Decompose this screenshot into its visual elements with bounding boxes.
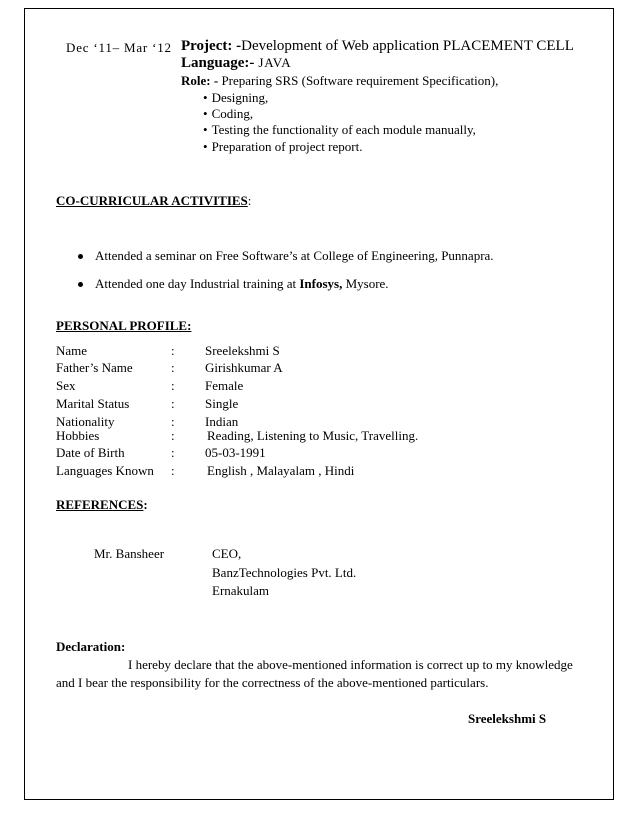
item2-bold: Infosys, xyxy=(299,276,343,291)
profile-value: Single xyxy=(205,396,239,411)
co-curricular-heading xyxy=(56,193,251,209)
role-item: • Preparation of project report. xyxy=(203,139,362,155)
reference-name: Mr. Bansheer xyxy=(94,546,165,561)
co-curricular-heading-suffix: : xyxy=(247,193,252,208)
profile-value: Indian xyxy=(205,414,239,429)
profile-label: Date of Birth xyxy=(56,445,125,460)
bullet-icon xyxy=(78,282,83,287)
personal-profile-heading: PERSONAL PROFILE: xyxy=(56,318,192,333)
profile-sep: : xyxy=(171,463,175,478)
profile-sep: : xyxy=(171,360,175,375)
profile-value: English , Malayalam , Hindi xyxy=(207,463,355,478)
reference-line: Ernakulam xyxy=(212,583,270,598)
role-item: • Testing the functionality of each module manually, xyxy=(203,122,476,138)
signature-name: Sreelekshmi S xyxy=(468,711,547,726)
profile-label: Hobbies xyxy=(56,428,100,443)
references-heading-suffix: : xyxy=(143,497,148,512)
project-dates: Dec ‘11– Mar ‘12 xyxy=(66,40,172,55)
reference-line: BanzTechnologies Pvt. Ltd. xyxy=(212,565,357,580)
declaration-heading: Declaration: xyxy=(56,639,126,654)
profile-label: Father’s Name xyxy=(56,360,133,375)
role-value: Preparing SRS (Software requirement Specification), xyxy=(218,73,499,88)
project-role xyxy=(181,73,498,89)
profile-value: 05-03-1991 xyxy=(205,445,266,460)
profile-value: Female xyxy=(205,378,244,393)
language-label: Language:- xyxy=(181,55,255,71)
bullet-icon xyxy=(78,254,83,259)
reference-line: CEO, xyxy=(212,546,242,561)
profile-sep: : xyxy=(171,428,175,443)
profile-label: Nationality xyxy=(56,414,115,429)
profile-sep: : xyxy=(171,396,175,411)
project-title-text: Development of Web application PLACEMENT CELL xyxy=(241,38,574,54)
project-title xyxy=(181,38,574,55)
references-heading-text: REFERENCES xyxy=(56,497,144,512)
co-curricular-item: Attended a seminar on Free Software’s at College of Engineering, Punnapra. xyxy=(95,248,494,263)
declaration-line: I hereby declare that the above-mentioned information is correct up to my knowledge xyxy=(128,657,573,672)
item2-prefix: Attended one day Industrial training at xyxy=(95,276,300,291)
project-language xyxy=(181,55,291,72)
role-label: Role: - xyxy=(181,73,219,88)
item2-suffix: Mysore. xyxy=(342,276,389,291)
project-title-label: Project: - xyxy=(181,38,242,54)
references-heading xyxy=(56,497,148,513)
co-curricular-heading-text: CO-CURRICULAR ACTIVITIES xyxy=(56,193,248,208)
profile-value: Sreelekshmi S xyxy=(205,343,280,358)
language-value: JAVA xyxy=(254,55,292,70)
profile-sep: : xyxy=(171,378,175,393)
profile-value: Reading, Listening to Music, Travelling. xyxy=(207,428,419,443)
profile-label: Sex xyxy=(56,378,76,393)
declaration-line: and I bear the responsibility for the correctness of the above-mentioned particulars. xyxy=(56,675,489,690)
role-item: • Coding, xyxy=(203,106,253,122)
profile-label: Marital Status xyxy=(56,396,130,411)
profile-sep: : xyxy=(171,414,175,429)
profile-label: Languages Known xyxy=(56,463,154,478)
co-curricular-item xyxy=(95,276,389,292)
profile-sep: : xyxy=(171,445,175,460)
role-item: • Designing, xyxy=(203,90,268,106)
profile-label: Name xyxy=(56,343,88,358)
profile-sep: : xyxy=(171,343,175,358)
profile-value: Girishkumar A xyxy=(205,360,283,375)
